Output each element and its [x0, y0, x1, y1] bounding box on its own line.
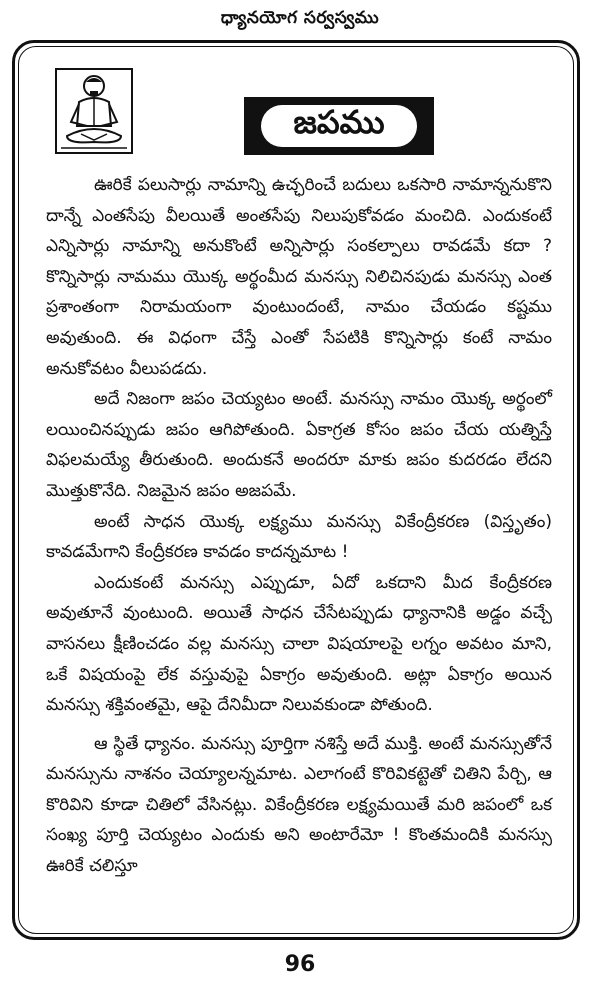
paragraph-2: అదే నిజంగా జపం చెయ్యటం అంటే. మనస్సు నామం యొక్క అర్థంలో లయించినప్పుడు జపం ఆగిపోతుంది. ఏకాగ్రత కోసం జపం చేయ యత్నిస్తే విఫలమయ్యే తీరుతుంది. అందుకనే అందరూ మాకు జపం కుదరడం లేదని మొత్తుకొనేది. నిజమైన జపం అజపమే. [46, 389, 552, 501]
paragraph-4: ఎందుకంటే మనస్సు ఎప్పుడూ, ఏదో ఒకదాని మీద కేంద్రీకరణ అవుతూనే వుంటుంది. అయితే సాధన చేసేటప్పుడు ధ్యానానికి అడ్డం వచ్చే వాసనలు క్షీణించడం వల్ల మనస్సు చాలా విషయాలపై లగ్నం అవటం మాని, ఒకే విషయంపై లేక వస్తువుపై ఏకాగ్రం అవుతుంది. అట్లా ఏకాగ్రం అయిన మనస్సు శక్తివంతమై, ఆపై దేనిమీదా నిలువకుండా పోతుంది. [46, 572, 552, 716]
page-number: 96 [284, 952, 316, 977]
paragraph-3: అంటే సాధన యొక్క లక్ష్యము మనస్సు వికేంద్రీకరణ (విస్తృతం) కావడమేగాని కేంద్రీకరణ కావడం కాదన్నమాట ! [46, 511, 552, 563]
running-header: ధ్యానయోగ సర్వస్వము [220, 8, 380, 28]
meditating-man-portrait-icon [55, 68, 133, 154]
paragraph-1: ఊరికే పలుసార్లు నామాన్ని ఉచ్ఛరించే బదులు ఒకసారి నామాన్ననుకొని దాన్నే ఎంతసేపు వీలయితే అంతసేపు నిలుపుకోవడం మంచిది. ఎందుకంటే ఎన్నిసార్లు నామాన్ని అనుకొంటే అన్నిసార్లు సంకల్పాలు రావడమే కదా ? కొన్నిసార్లు నామము యొక్క అర్థంమీద మనస్సు నిలిచినపుడు మనస్సు ఎంత ప్రశాంతంగా నిరామయంగా వుంటుందంటే, నామం చేయడం కష్టము అవుతుంది. ఈ విధంగా చేస్తే ఎంతో సేపటికి కొన్నిసార్లు కంటే నామం అనుకోవటం వీలుపడదు. [46, 175, 552, 379]
body-text [46, 170, 552, 882]
chapter-title-box [244, 97, 434, 155]
chapter-title: జపము [261, 105, 417, 147]
paragraph-5: ఆ స్థితే ధ్యానం. మనస్సు పూర్తిగా నశిస్తే అదే ముక్తి. అంటే మనస్సుతోనే మనస్సును నాశనం చెయ్యాలన్నమాట. ఎలాగంటే కొరివికట్టెతో చితిని పేర్చి, ఆ కొరివిని కూడా చితిలో వేసినట్లు. వికేంద్రీకరణ లక్ష్యమయితే మరి జపంలో ఒక సంఖ్య పూర్తి చెయ్యటం ఎందుకు అని అంటారేమో ! కొంతమందికి మనస్సు ఊరికే చలిస్తూ [46, 733, 552, 877]
